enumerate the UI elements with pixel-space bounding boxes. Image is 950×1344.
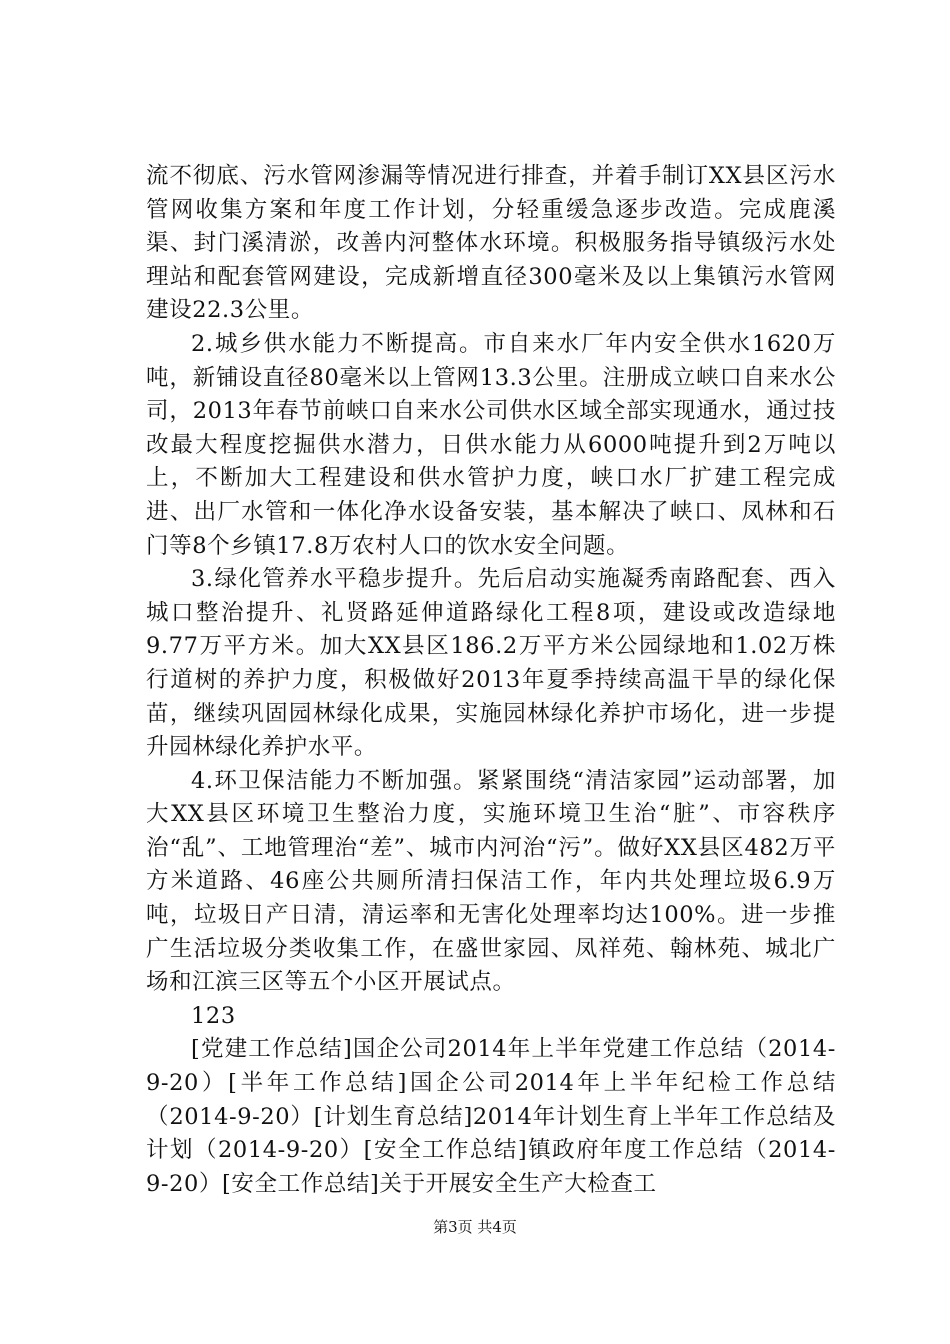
paragraph-sanitation: 4.环卫保洁能力不断加强。紧紧围绕“清洁家园”运动部署，加大XX县区环境卫生整治力度，实施环境卫生治“脏”、市容秩序治“乱”、工地管理治“差”、城市内河治“污”。做好XX县区482万平方米道路、46座公共厕所清扫保洁工作，年内共处理垃圾6.9万吨，垃圾日产日清，清运率和无害化处理率均达100%。进一步推广生活垃圾分类收集工作，在盛世家园、凤祥苑、翰林苑、城北广场和江滨三区等五个小区开展试点。	[146, 767, 836, 996]
paragraph-number-marker: 123	[191, 1002, 236, 1029]
paragraph-sewage-continued: 流不彻底、污水管网渗漏等情况进行排查，并着手制订XX县区污水管网收集方案和年度工作计划，分轻重缓急逐步改造。完成鹿溪渠、封门溪清淤，改善内河整体水环境。积极服务指导镇级污水处理站和配套管网建设，完成新增直径300毫米及以上集镇污水管网建设22.3公里。	[146, 163, 836, 324]
page-number-footer: 第3页 共4页	[433, 1218, 517, 1236]
paragraph-related-links: [党建工作总结]国企公司2014年上半年党建工作总结（2014-9-20）[半年工作总结]国企公司2014年上半年纪检工作总结（2014-9-20）[计划生育总结]2014年计划生育上半年工作总结及计划（2014-9-20）[安全工作总结]镇政府年度工作总结（2014-9-20）[安全工作总结]关于开展安全生产大检查工	[146, 1036, 836, 1197]
paragraph-water-supply: 2.城乡供水能力不断提高。市自来水厂年内安全供水1620万吨，新铺设直径80毫米以上管网13.3公里。注册成立峡口自来水公司，2013年春节前峡口自来水公司供水区域全部实现通水，通过技改最大程度挖掘供水潜力，日供水能力从6000吨提升到2万吨以上，不断加大工程建设和供水管护力度，峡口水厂扩建工程完成进、出厂水管和一体化净水设备安装，基本解决了峡口、凤林和石门等8个乡镇17.8万农村人口的饮水安全问题。	[146, 330, 836, 559]
paragraph-greening: 3.绿化管养水平稳步提升。先后启动实施凝秀南路配套、西入城口整治提升、礼贤路延伸道路绿化工程8项，建设或改造绿地9.77万平方米。加大XX县区186.2万平方米公园绿地和1.02万株行道树的养护力度，积极做好2013年夏季持续高温干旱的绿化保苗，继续巩固园林绿化成果，实施园林绿化养护市场化，进一步提升园林绿化养护水平。	[146, 566, 836, 761]
document-body	[146, 160, 836, 1201]
